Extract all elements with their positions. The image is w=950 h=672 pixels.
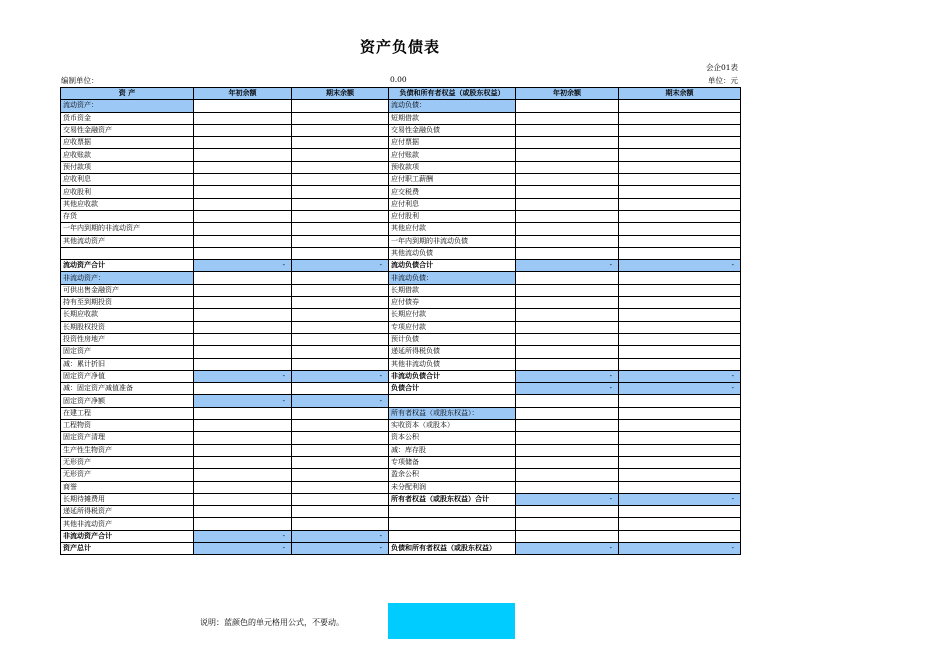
- table-row: [61, 456, 741, 468]
- table-row: [61, 297, 741, 309]
- asset-end-balance-cell[interactable]: [292, 420, 389, 432]
- asset-end-balance-cell[interactable]: [292, 247, 389, 259]
- asset-begin-balance-cell[interactable]: [194, 124, 292, 136]
- liability-end-balance-cell[interactable]: [619, 223, 741, 235]
- form-code: 会企01表: [705, 63, 738, 72]
- liability-end-balance-cell[interactable]: [619, 321, 741, 333]
- asset-end-balance-cell[interactable]: [292, 284, 389, 296]
- liability-begin-balance-cell[interactable]: -: [516, 370, 619, 382]
- header-begin-balance: 年初余额: [194, 88, 292, 100]
- asset-end-balance-cell[interactable]: [292, 506, 389, 518]
- asset-begin-balance-cell[interactable]: -: [194, 260, 292, 272]
- asset-begin-balance-cell[interactable]: -: [194, 395, 292, 407]
- liability-item-label: 预收款项: [389, 161, 516, 173]
- liability-end-balance-cell[interactable]: -: [619, 370, 741, 382]
- liability-end-balance-cell[interactable]: [619, 469, 741, 481]
- asset-item-label: 长期股权投资: [61, 321, 194, 333]
- asset-item-label: 流动资产：: [61, 100, 194, 112]
- liability-begin-balance-cell[interactable]: [516, 186, 619, 198]
- asset-end-balance-cell[interactable]: -: [292, 542, 389, 554]
- liability-end-balance-cell[interactable]: [619, 518, 741, 530]
- liability-begin-balance-cell[interactable]: [516, 112, 619, 124]
- liability-end-balance-cell[interactable]: [619, 210, 741, 222]
- liability-begin-balance-cell[interactable]: [516, 444, 619, 456]
- asset-item-label: [61, 247, 194, 259]
- asset-end-balance-cell[interactable]: [292, 174, 389, 186]
- liability-item-label: 负债和所有者权益（或股东权益）: [389, 542, 516, 554]
- liability-item-label: 应付票据: [389, 137, 516, 149]
- asset-end-balance-cell[interactable]: [292, 346, 389, 358]
- asset-item-label: 其他流动资产: [61, 235, 194, 247]
- asset-end-balance-cell[interactable]: [292, 137, 389, 149]
- liability-item-label: 其他非流动负债: [389, 358, 516, 370]
- asset-end-balance-cell[interactable]: [292, 469, 389, 481]
- liability-end-balance-cell[interactable]: [619, 297, 741, 309]
- asset-begin-balance-cell[interactable]: [194, 481, 292, 493]
- asset-end-balance-cell[interactable]: -: [292, 260, 389, 272]
- liability-item-label: 长期借款: [389, 284, 516, 296]
- liability-item-label: 专项应付款: [389, 321, 516, 333]
- liability-begin-balance-cell[interactable]: [516, 321, 619, 333]
- asset-begin-balance-cell[interactable]: [194, 247, 292, 259]
- asset-item-label: 非流动资产合计: [61, 530, 194, 542]
- liability-end-balance-cell[interactable]: [619, 198, 741, 210]
- table-row: [61, 395, 741, 407]
- liability-end-balance-cell[interactable]: [619, 530, 741, 542]
- asset-begin-balance-cell[interactable]: [194, 309, 292, 321]
- liability-end-balance-cell[interactable]: [619, 407, 741, 419]
- header-row: [61, 88, 741, 100]
- table-row: [61, 272, 741, 284]
- liability-item-label: 交易性金融负债: [389, 124, 516, 136]
- asset-end-balance-cell[interactable]: [292, 149, 389, 161]
- table-row: [61, 444, 741, 456]
- liability-begin-balance-cell[interactable]: [516, 530, 619, 542]
- asset-end-balance-cell[interactable]: [292, 493, 389, 505]
- liability-end-balance-cell[interactable]: [619, 149, 741, 161]
- liability-item-label: 短期借款: [389, 112, 516, 124]
- asset-begin-balance-cell[interactable]: [194, 137, 292, 149]
- liability-begin-balance-cell[interactable]: -: [516, 493, 619, 505]
- liability-end-balance-cell[interactable]: [619, 112, 741, 124]
- table-row: [61, 346, 741, 358]
- table-row: [61, 137, 741, 149]
- asset-begin-balance-cell[interactable]: [194, 407, 292, 419]
- table-row: [61, 530, 741, 542]
- asset-begin-balance-cell[interactable]: [194, 321, 292, 333]
- liability-begin-balance-cell[interactable]: [516, 284, 619, 296]
- liability-end-balance-cell[interactable]: [619, 124, 741, 136]
- table-row: [61, 309, 741, 321]
- liability-item-label: 减：库存股: [389, 444, 516, 456]
- asset-end-balance-cell[interactable]: [292, 297, 389, 309]
- asset-begin-balance-cell[interactable]: [194, 346, 292, 358]
- asset-begin-balance-cell[interactable]: [194, 358, 292, 370]
- asset-item-label: 应收利息: [61, 174, 194, 186]
- liability-item-label: 应付债券: [389, 297, 516, 309]
- liability-end-balance-cell[interactable]: [619, 420, 741, 432]
- table-row: [61, 407, 741, 419]
- asset-end-balance-cell[interactable]: [292, 186, 389, 198]
- liability-item-label: 盈余公积: [389, 469, 516, 481]
- asset-begin-balance-cell[interactable]: [194, 210, 292, 222]
- asset-begin-balance-cell[interactable]: [194, 518, 292, 530]
- asset-end-balance-cell[interactable]: [292, 235, 389, 247]
- asset-item-label: 减：累计折旧: [61, 358, 194, 370]
- liability-begin-balance-cell[interactable]: -: [516, 383, 619, 395]
- liability-end-balance-cell[interactable]: -: [619, 493, 741, 505]
- liability-begin-balance-cell[interactable]: [516, 456, 619, 468]
- table-row: [61, 469, 741, 481]
- asset-item-label: 固定资产净额: [61, 395, 194, 407]
- table-row: [61, 124, 741, 136]
- asset-begin-balance-cell[interactable]: [194, 506, 292, 518]
- asset-item-label: 投资性房地产: [61, 333, 194, 345]
- liability-begin-balance-cell[interactable]: -: [516, 542, 619, 554]
- liability-end-balance-cell[interactable]: [619, 456, 741, 468]
- asset-end-balance-cell[interactable]: [292, 432, 389, 444]
- asset-end-balance-cell[interactable]: [292, 223, 389, 235]
- liability-begin-balance-cell[interactable]: [516, 297, 619, 309]
- asset-end-balance-cell[interactable]: -: [292, 530, 389, 542]
- asset-begin-balance-cell[interactable]: -: [194, 530, 292, 542]
- asset-end-balance-cell[interactable]: [292, 444, 389, 456]
- asset-end-balance-cell[interactable]: [292, 333, 389, 345]
- table-row: [61, 112, 741, 124]
- asset-item-label: 交易性金融资产: [61, 124, 194, 136]
- header-assets: 资 产: [61, 88, 194, 100]
- liability-end-balance-cell[interactable]: [619, 174, 741, 186]
- liability-end-balance-cell[interactable]: [619, 137, 741, 149]
- table-row: [61, 210, 741, 222]
- liability-item-label: 非流动负债合计: [389, 370, 516, 382]
- asset-end-balance-cell[interactable]: [292, 358, 389, 370]
- asset-item-label: 预付款项: [61, 161, 194, 173]
- asset-begin-balance-cell[interactable]: [194, 223, 292, 235]
- asset-end-balance-cell[interactable]: [292, 100, 389, 112]
- liability-item-label: 流动负债合计: [389, 260, 516, 272]
- table-row: [61, 481, 741, 493]
- liability-end-balance-cell[interactable]: [619, 444, 741, 456]
- liability-begin-balance-cell[interactable]: [516, 124, 619, 136]
- table-row: [61, 333, 741, 345]
- liability-item-label: 一年内到期的非流动负债: [389, 235, 516, 247]
- liability-item-label: 所有者权益（或股东权益）：: [389, 407, 516, 419]
- liability-end-balance-cell[interactable]: [619, 346, 741, 358]
- liability-begin-balance-cell[interactable]: [516, 346, 619, 358]
- unit-name-label: 编制单位：: [61, 76, 99, 85]
- liability-end-balance-cell[interactable]: [619, 235, 741, 247]
- table-row: [61, 542, 741, 554]
- asset-end-balance-cell[interactable]: [292, 124, 389, 136]
- asset-item-label: 其他应收款: [61, 198, 194, 210]
- asset-begin-balance-cell[interactable]: [194, 432, 292, 444]
- table-row: [61, 432, 741, 444]
- liability-begin-balance-cell[interactable]: [516, 272, 619, 284]
- asset-item-label: 工程物资: [61, 420, 194, 432]
- liability-end-balance-cell[interactable]: [619, 432, 741, 444]
- asset-end-balance-cell[interactable]: [292, 321, 389, 333]
- asset-item-label: 可供出售金融资产: [61, 284, 194, 296]
- table-row: [61, 321, 741, 333]
- liability-item-label: 非流动负债：: [389, 272, 516, 284]
- liability-begin-balance-cell[interactable]: [516, 174, 619, 186]
- liability-begin-balance-cell[interactable]: [516, 395, 619, 407]
- asset-begin-balance-cell[interactable]: [194, 420, 292, 432]
- asset-item-label: 递延所得税资产: [61, 506, 194, 518]
- liability-begin-balance-cell[interactable]: -: [516, 260, 619, 272]
- asset-begin-balance-cell[interactable]: [194, 333, 292, 345]
- table-row: [61, 383, 741, 395]
- asset-end-balance-cell[interactable]: [292, 407, 389, 419]
- asset-item-label: 资产总计: [61, 542, 194, 554]
- asset-item-label: 应收账款: [61, 149, 194, 161]
- table-row: [61, 247, 741, 259]
- asset-begin-balance-cell[interactable]: [194, 493, 292, 505]
- balance-sheet-table: [60, 87, 741, 555]
- liability-end-balance-cell[interactable]: [619, 395, 741, 407]
- liability-item-label: 递延所得税负债: [389, 346, 516, 358]
- asset-end-balance-cell[interactable]: [292, 161, 389, 173]
- asset-begin-balance-cell[interactable]: [194, 186, 292, 198]
- asset-item-label: 存货: [61, 210, 194, 222]
- liability-end-balance-cell[interactable]: [619, 358, 741, 370]
- currency-unit: 单位：元: [708, 76, 738, 85]
- table-row: [61, 506, 741, 518]
- liability-end-balance-cell[interactable]: [619, 161, 741, 173]
- asset-end-balance-cell[interactable]: [292, 383, 389, 395]
- liability-end-balance-cell[interactable]: [619, 100, 741, 112]
- asset-item-label: 应收票据: [61, 137, 194, 149]
- liability-item-label: 长期应付款: [389, 309, 516, 321]
- liability-end-balance-cell[interactable]: [619, 506, 741, 518]
- asset-end-balance-cell[interactable]: [292, 518, 389, 530]
- liability-begin-balance-cell[interactable]: [516, 247, 619, 259]
- liability-end-balance-cell[interactable]: -: [619, 542, 741, 554]
- liability-begin-balance-cell[interactable]: [516, 161, 619, 173]
- asset-item-label: 长期应收款: [61, 309, 194, 321]
- table-row: [61, 235, 741, 247]
- asset-end-balance-cell[interactable]: -: [292, 370, 389, 382]
- header-begin-balance: 年初余额: [516, 88, 619, 100]
- table-row: [61, 493, 741, 505]
- liability-begin-balance-cell[interactable]: [516, 149, 619, 161]
- table-row: [61, 174, 741, 186]
- asset-begin-balance-cell[interactable]: [194, 235, 292, 247]
- header-liabilities-equity: 负债和所有者权益（或股东权益）: [389, 88, 516, 100]
- liability-begin-balance-cell[interactable]: [516, 137, 619, 149]
- table-row: [61, 518, 741, 530]
- table-row: [61, 370, 741, 382]
- liability-begin-balance-cell[interactable]: [516, 309, 619, 321]
- table-row: [61, 161, 741, 173]
- liability-item-label: [389, 530, 516, 542]
- asset-begin-balance-cell[interactable]: [194, 174, 292, 186]
- note-text: 说明：蓝颜色的单元格用公式，不要动。: [200, 618, 344, 627]
- asset-begin-balance-cell[interactable]: -: [194, 370, 292, 382]
- asset-item-label: 无形资产: [61, 456, 194, 468]
- page-title: 资产负债表: [359, 38, 440, 56]
- liability-end-balance-cell[interactable]: -: [619, 383, 741, 395]
- liability-item-label: 未分配利润: [389, 481, 516, 493]
- formula-color-swatch: [388, 603, 515, 639]
- liability-end-balance-cell[interactable]: [619, 247, 741, 259]
- unit-name-value: 0.00: [390, 75, 407, 84]
- liability-end-balance-cell[interactable]: -: [619, 260, 741, 272]
- asset-begin-balance-cell[interactable]: [194, 444, 292, 456]
- liability-item-label: 资本公积: [389, 432, 516, 444]
- table-row: [61, 198, 741, 210]
- liability-begin-balance-cell[interactable]: [516, 100, 619, 112]
- liability-item-label: [389, 395, 516, 407]
- asset-begin-balance-cell[interactable]: [194, 149, 292, 161]
- asset-item-label: 生产性生物资产: [61, 444, 194, 456]
- asset-item-label: 在建工程: [61, 407, 194, 419]
- liability-item-label: 预计负债: [389, 333, 516, 345]
- header-end-balance: 期末余额: [292, 88, 389, 100]
- asset-end-balance-cell[interactable]: [292, 481, 389, 493]
- liability-item-label: [389, 518, 516, 530]
- asset-begin-balance-cell[interactable]: -: [194, 542, 292, 554]
- asset-item-label: 一年内到期的非流动资产: [61, 223, 194, 235]
- table-row: [61, 358, 741, 370]
- asset-item-label: 固定资产: [61, 346, 194, 358]
- liability-item-label: 实收资本（或股本）: [389, 420, 516, 432]
- asset-begin-balance-cell[interactable]: [194, 272, 292, 284]
- table-row: [61, 284, 741, 296]
- liability-item-label: 应付股利: [389, 210, 516, 222]
- liability-item-label: 应交税费: [389, 186, 516, 198]
- asset-item-label: 非流动资产：: [61, 272, 194, 284]
- asset-item-label: 固定资产清理: [61, 432, 194, 444]
- asset-end-balance-cell[interactable]: [292, 272, 389, 284]
- asset-item-label: 商誉: [61, 481, 194, 493]
- liability-begin-balance-cell[interactable]: [516, 358, 619, 370]
- asset-begin-balance-cell[interactable]: [194, 284, 292, 296]
- liability-item-label: 负债合计: [389, 383, 516, 395]
- asset-begin-balance-cell[interactable]: [194, 456, 292, 468]
- asset-item-label: 应收股利: [61, 186, 194, 198]
- liability-begin-balance-cell[interactable]: [516, 420, 619, 432]
- asset-item-label: 其他非流动资产: [61, 518, 194, 530]
- liability-item-label: 应付利息: [389, 198, 516, 210]
- liability-begin-balance-cell[interactable]: [516, 506, 619, 518]
- liability-item-label: [389, 506, 516, 518]
- liability-begin-balance-cell[interactable]: [516, 518, 619, 530]
- table-row: [61, 223, 741, 235]
- asset-item-label: 无形资产: [61, 469, 194, 481]
- asset-begin-balance-cell[interactable]: [194, 297, 292, 309]
- liability-begin-balance-cell[interactable]: [516, 481, 619, 493]
- asset-begin-balance-cell[interactable]: [194, 469, 292, 481]
- table-row: [61, 149, 741, 161]
- table-row: [61, 186, 741, 198]
- liability-end-balance-cell[interactable]: [619, 186, 741, 198]
- header-end-balance: 期末余额: [619, 88, 741, 100]
- liability-begin-balance-cell[interactable]: [516, 333, 619, 345]
- liability-item-label: 专项储备: [389, 456, 516, 468]
- asset-item-label: 货币资金: [61, 112, 194, 124]
- liability-end-balance-cell[interactable]: [619, 284, 741, 296]
- table-row: [61, 420, 741, 432]
- liability-item-label: 其他流动负债: [389, 247, 516, 259]
- asset-item-label: 固定资产净值: [61, 370, 194, 382]
- asset-begin-balance-cell[interactable]: [194, 198, 292, 210]
- asset-end-balance-cell[interactable]: [292, 309, 389, 321]
- asset-begin-balance-cell[interactable]: [194, 383, 292, 395]
- asset-end-balance-cell[interactable]: [292, 210, 389, 222]
- liability-item-label: 所有者权益（或股东权益）合计: [389, 493, 516, 505]
- table-row: [61, 100, 741, 112]
- asset-end-balance-cell[interactable]: [292, 198, 389, 210]
- asset-begin-balance-cell[interactable]: [194, 161, 292, 173]
- asset-item-label: 减：固定资产减值准备: [61, 383, 194, 395]
- liability-begin-balance-cell[interactable]: [516, 469, 619, 481]
- asset-begin-balance-cell[interactable]: [194, 112, 292, 124]
- liability-end-balance-cell[interactable]: [619, 333, 741, 345]
- liability-end-balance-cell[interactable]: [619, 272, 741, 284]
- liability-begin-balance-cell[interactable]: [516, 235, 619, 247]
- liability-item-label: 流动负债：: [389, 100, 516, 112]
- asset-end-balance-cell[interactable]: [292, 112, 389, 124]
- asset-item-label: 长期待摊费用: [61, 493, 194, 505]
- asset-item-label: 持有至到期投资: [61, 297, 194, 309]
- liability-end-balance-cell[interactable]: [619, 309, 741, 321]
- liability-begin-balance-cell[interactable]: [516, 198, 619, 210]
- liability-item-label: 其他应付款: [389, 223, 516, 235]
- liability-item-label: 应付账款: [389, 149, 516, 161]
- table-row: [61, 260, 741, 272]
- liability-begin-balance-cell[interactable]: [516, 210, 619, 222]
- asset-item-label: 流动资产合计: [61, 260, 194, 272]
- liability-item-label: 应付职工薪酬: [389, 174, 516, 186]
- liability-begin-balance-cell[interactable]: [516, 223, 619, 235]
- asset-end-balance-cell[interactable]: -: [292, 395, 389, 407]
- liability-end-balance-cell[interactable]: [619, 481, 741, 493]
- liability-begin-balance-cell[interactable]: [516, 407, 619, 419]
- liability-begin-balance-cell[interactable]: [516, 432, 619, 444]
- asset-begin-balance-cell[interactable]: [194, 100, 292, 112]
- asset-end-balance-cell[interactable]: [292, 456, 389, 468]
